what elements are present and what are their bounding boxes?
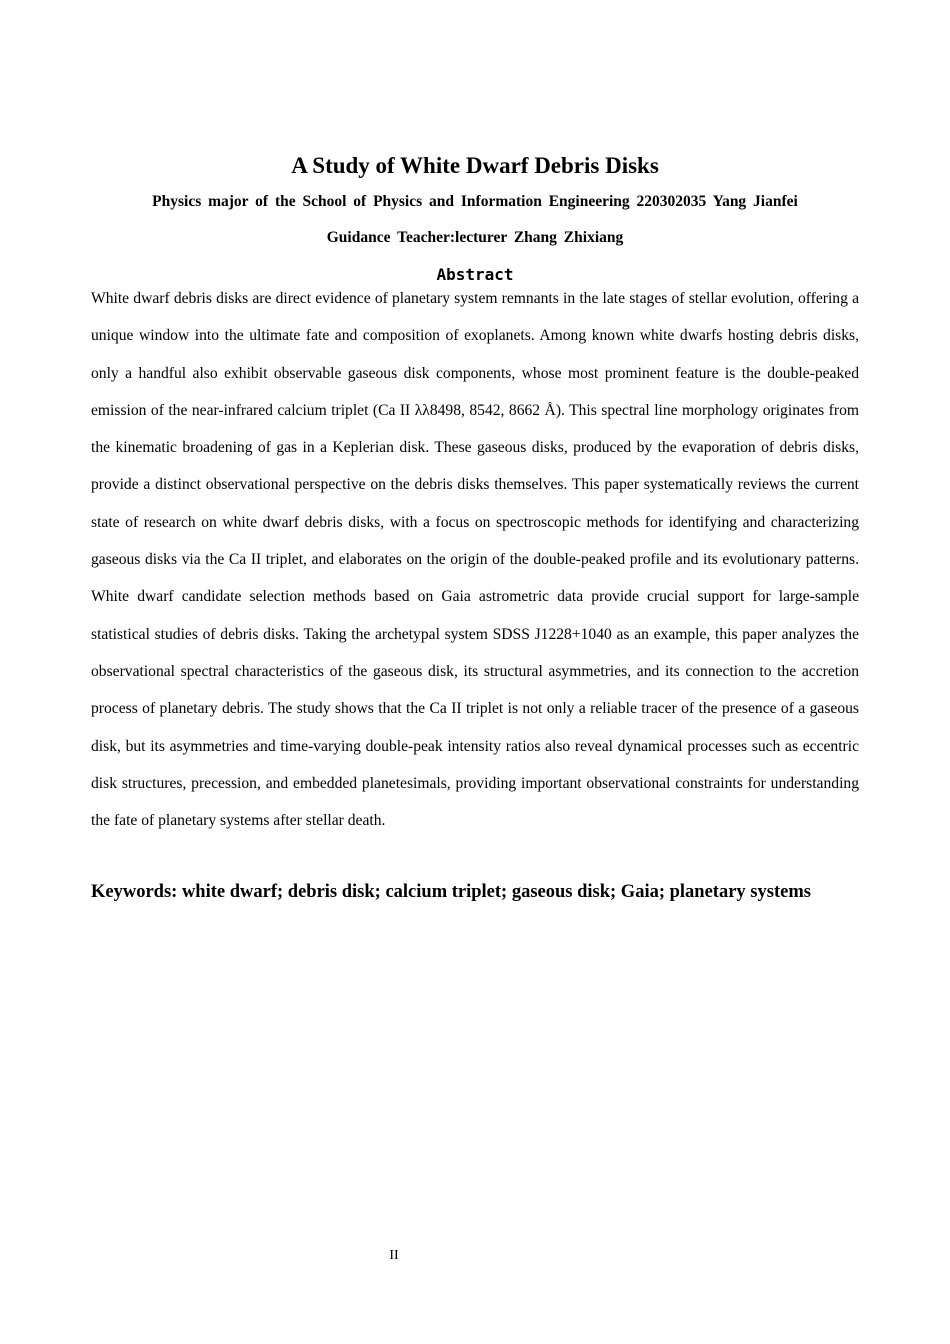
author-line: Physics major of the School of Physics and Information Engineering 220302035 Yang Jianfei	[152, 193, 798, 210]
page-number: II	[389, 1248, 399, 1263]
page-title: A Study of White Dwarf Debris Disks	[291, 153, 659, 178]
abstract-body: White dwarf debris disks are direct evidence of planetary system remnants in the late stages of stellar evolution, offering a unique window into the ultimate fate and composition of exoplanets. Among known white dwarfs hosting debris disks, only a handful also exhibit observable gaseous disk components, whose most prominent feature is the double-peaked emission of the near-infrared calcium triplet (Ca II λλ8498, 8542, 8662 Å). This spectral line morphology originates from the kinematic broadening of gas in a Keplerian disk. These gaseous disks, produced by the evaporation of debris disks, provide a distinct observational perspective on the debris disks themselves. This paper systematically reviews the current state of research on white dwarf debris disks, with a focus on spectroscopic methods for identifying and characterizing gaseous disks via the Ca II triplet, and elaborates on the origin of the double-peaked profile and its evolutionary patterns. White dwarf candidate selection methods based on Gaia astrometric data provide crucial support for large-sample statistical studies of debris disks. Taking the archetypal system SDSS J1228+1040 as an example, this paper analyzes the observational spectral characteristics of the gaseous disk, its structural asymmetries, and its connection to the accretion process of planetary debris. The study shows that the Ca II triplet is not only a reliable tracer of the presence of a gaseous disk, but its asymmetries and time-varying double-peak intensity ratios also reveal dynamical processes such as eccentric disk structures, precession, and embedded planetesimals, providing important observational constraints for understanding the fate of planetary systems after stellar death.	[91, 290, 859, 830]
teacher-line: Guidance Teacher:lecturer Zhang Zhixiang	[326, 229, 624, 246]
abstract-heading: Abstract	[436, 265, 514, 284]
keywords-line: Keywords: white dwarf; debris disk; calcium triplet; gaseous disk; Gaia; planetary systems	[91, 882, 811, 902]
